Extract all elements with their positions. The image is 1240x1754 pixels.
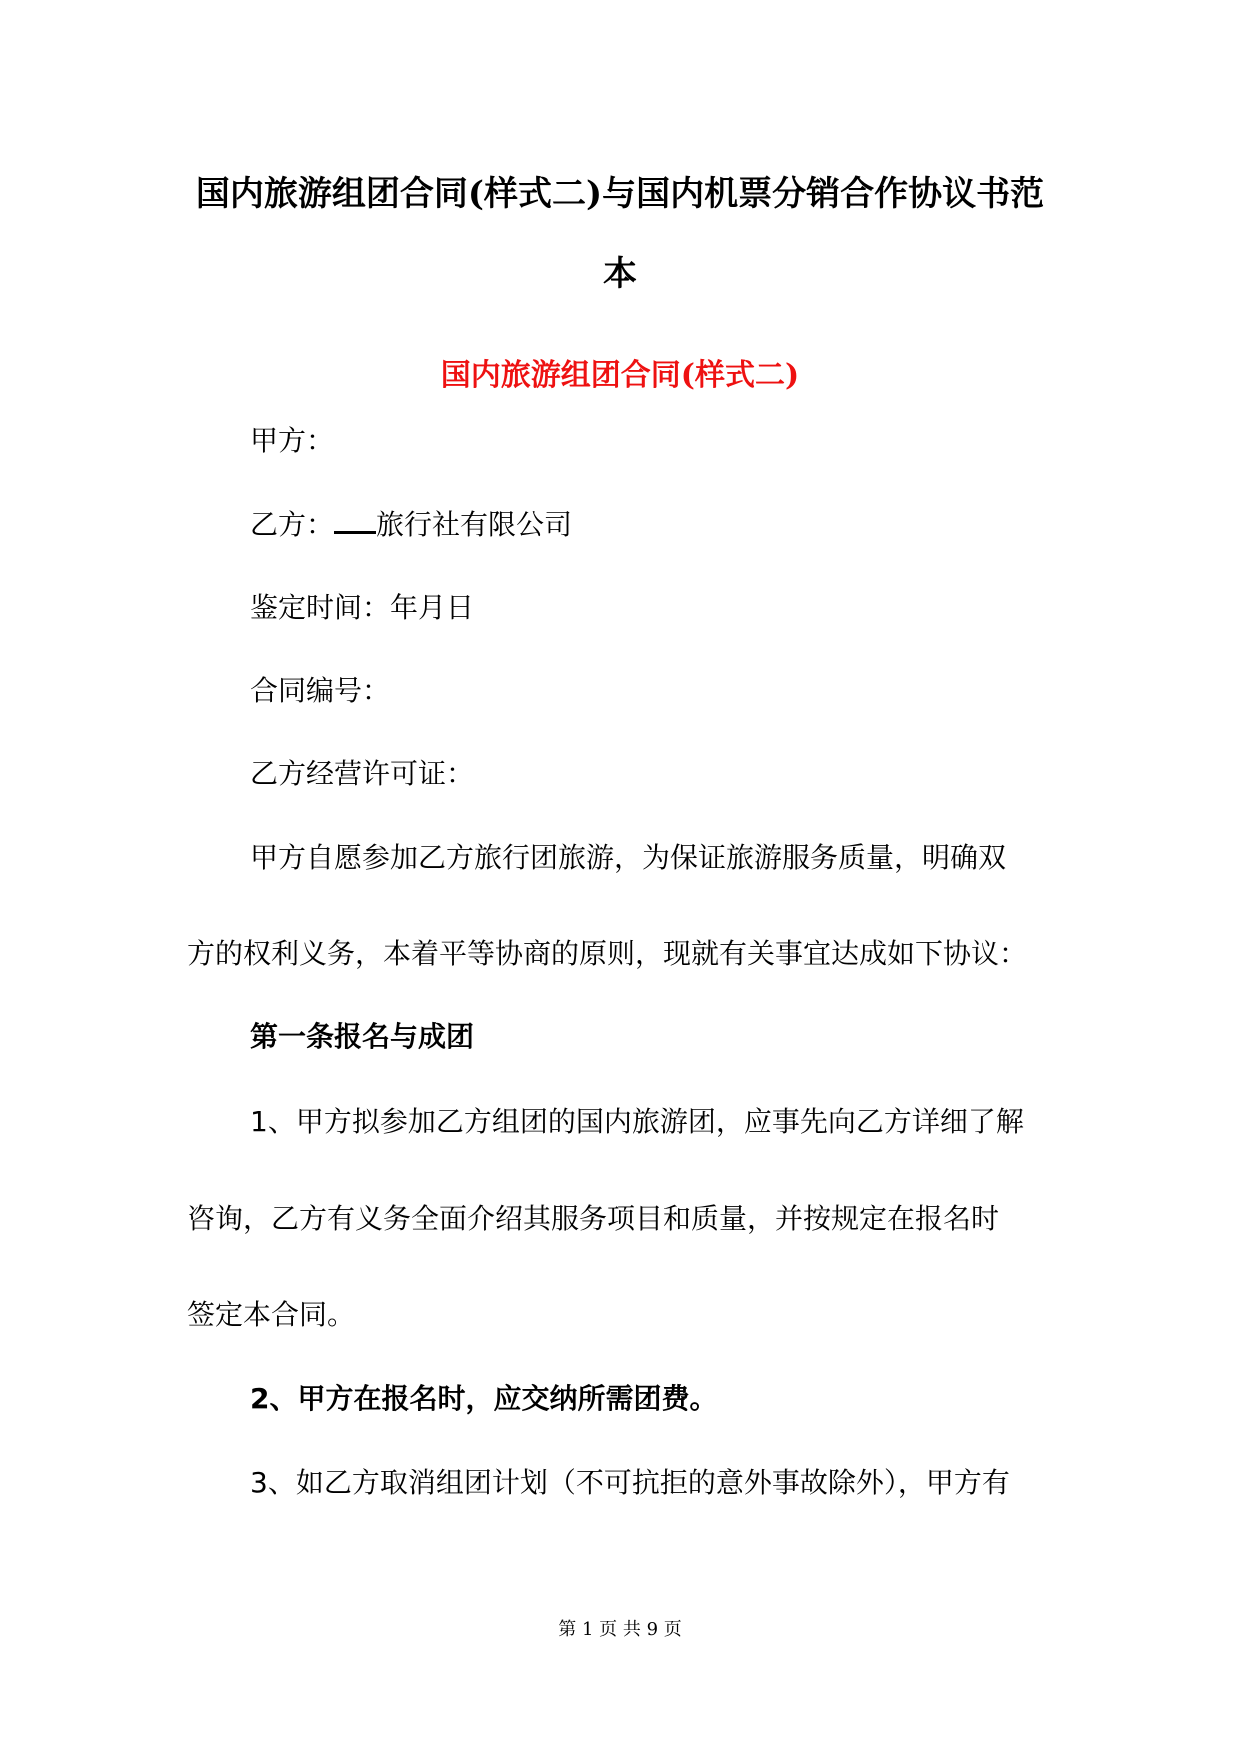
party-b-blank	[334, 505, 376, 534]
item-1-line-1: 1、甲方拟参加乙方组团的国内旅游团，应事先向乙方详细了解	[250, 1105, 1024, 1138]
document-title-line2: 本	[603, 254, 637, 294]
item-2: 2、甲方在报名时，应交纳所需团费。	[250, 1382, 718, 1415]
intro-line-1: 甲方自愿参加乙方旅行团旅游，为保证旅游服务质量，明确双	[250, 841, 1007, 874]
contract-subtitle: 国内旅游组团合同(样式二)	[440, 358, 800, 393]
intro-line-2: 方的权利义务，本着平等协商的原则，现就有关事宜达成如下协议：	[187, 937, 1028, 970]
page-number-footer: 第 1 页 共 9 页	[558, 1619, 682, 1640]
party-a-field: 甲方：	[250, 424, 335, 457]
item-3-line-1: 3、如乙方取消组团计划（不可抗拒的意外事故除外），甲方有	[250, 1466, 1010, 1499]
party-b-field	[250, 505, 572, 545]
document-title	[150, 154, 1090, 314]
party-b-agency: 旅行社有限公司	[376, 508, 573, 541]
article-1-heading: 第一条报名与成团	[250, 1020, 475, 1053]
item-1-line-2: 咨询，乙方有义务全面介绍其服务项目和质量，并按规定在报名时	[187, 1202, 1000, 1235]
document-title-line1: 国内旅游组团合同(样式二)与国内机票分销合作协议书范	[195, 174, 1045, 214]
license-field: 乙方经营许可证：	[250, 757, 475, 790]
contract-number-field: 合同编号：	[250, 674, 391, 707]
party-b-label: 乙方：	[250, 508, 335, 541]
item-1-line-3: 签定本合同。	[187, 1298, 356, 1331]
sign-date-field: 鉴定时间：年月日	[250, 591, 475, 624]
